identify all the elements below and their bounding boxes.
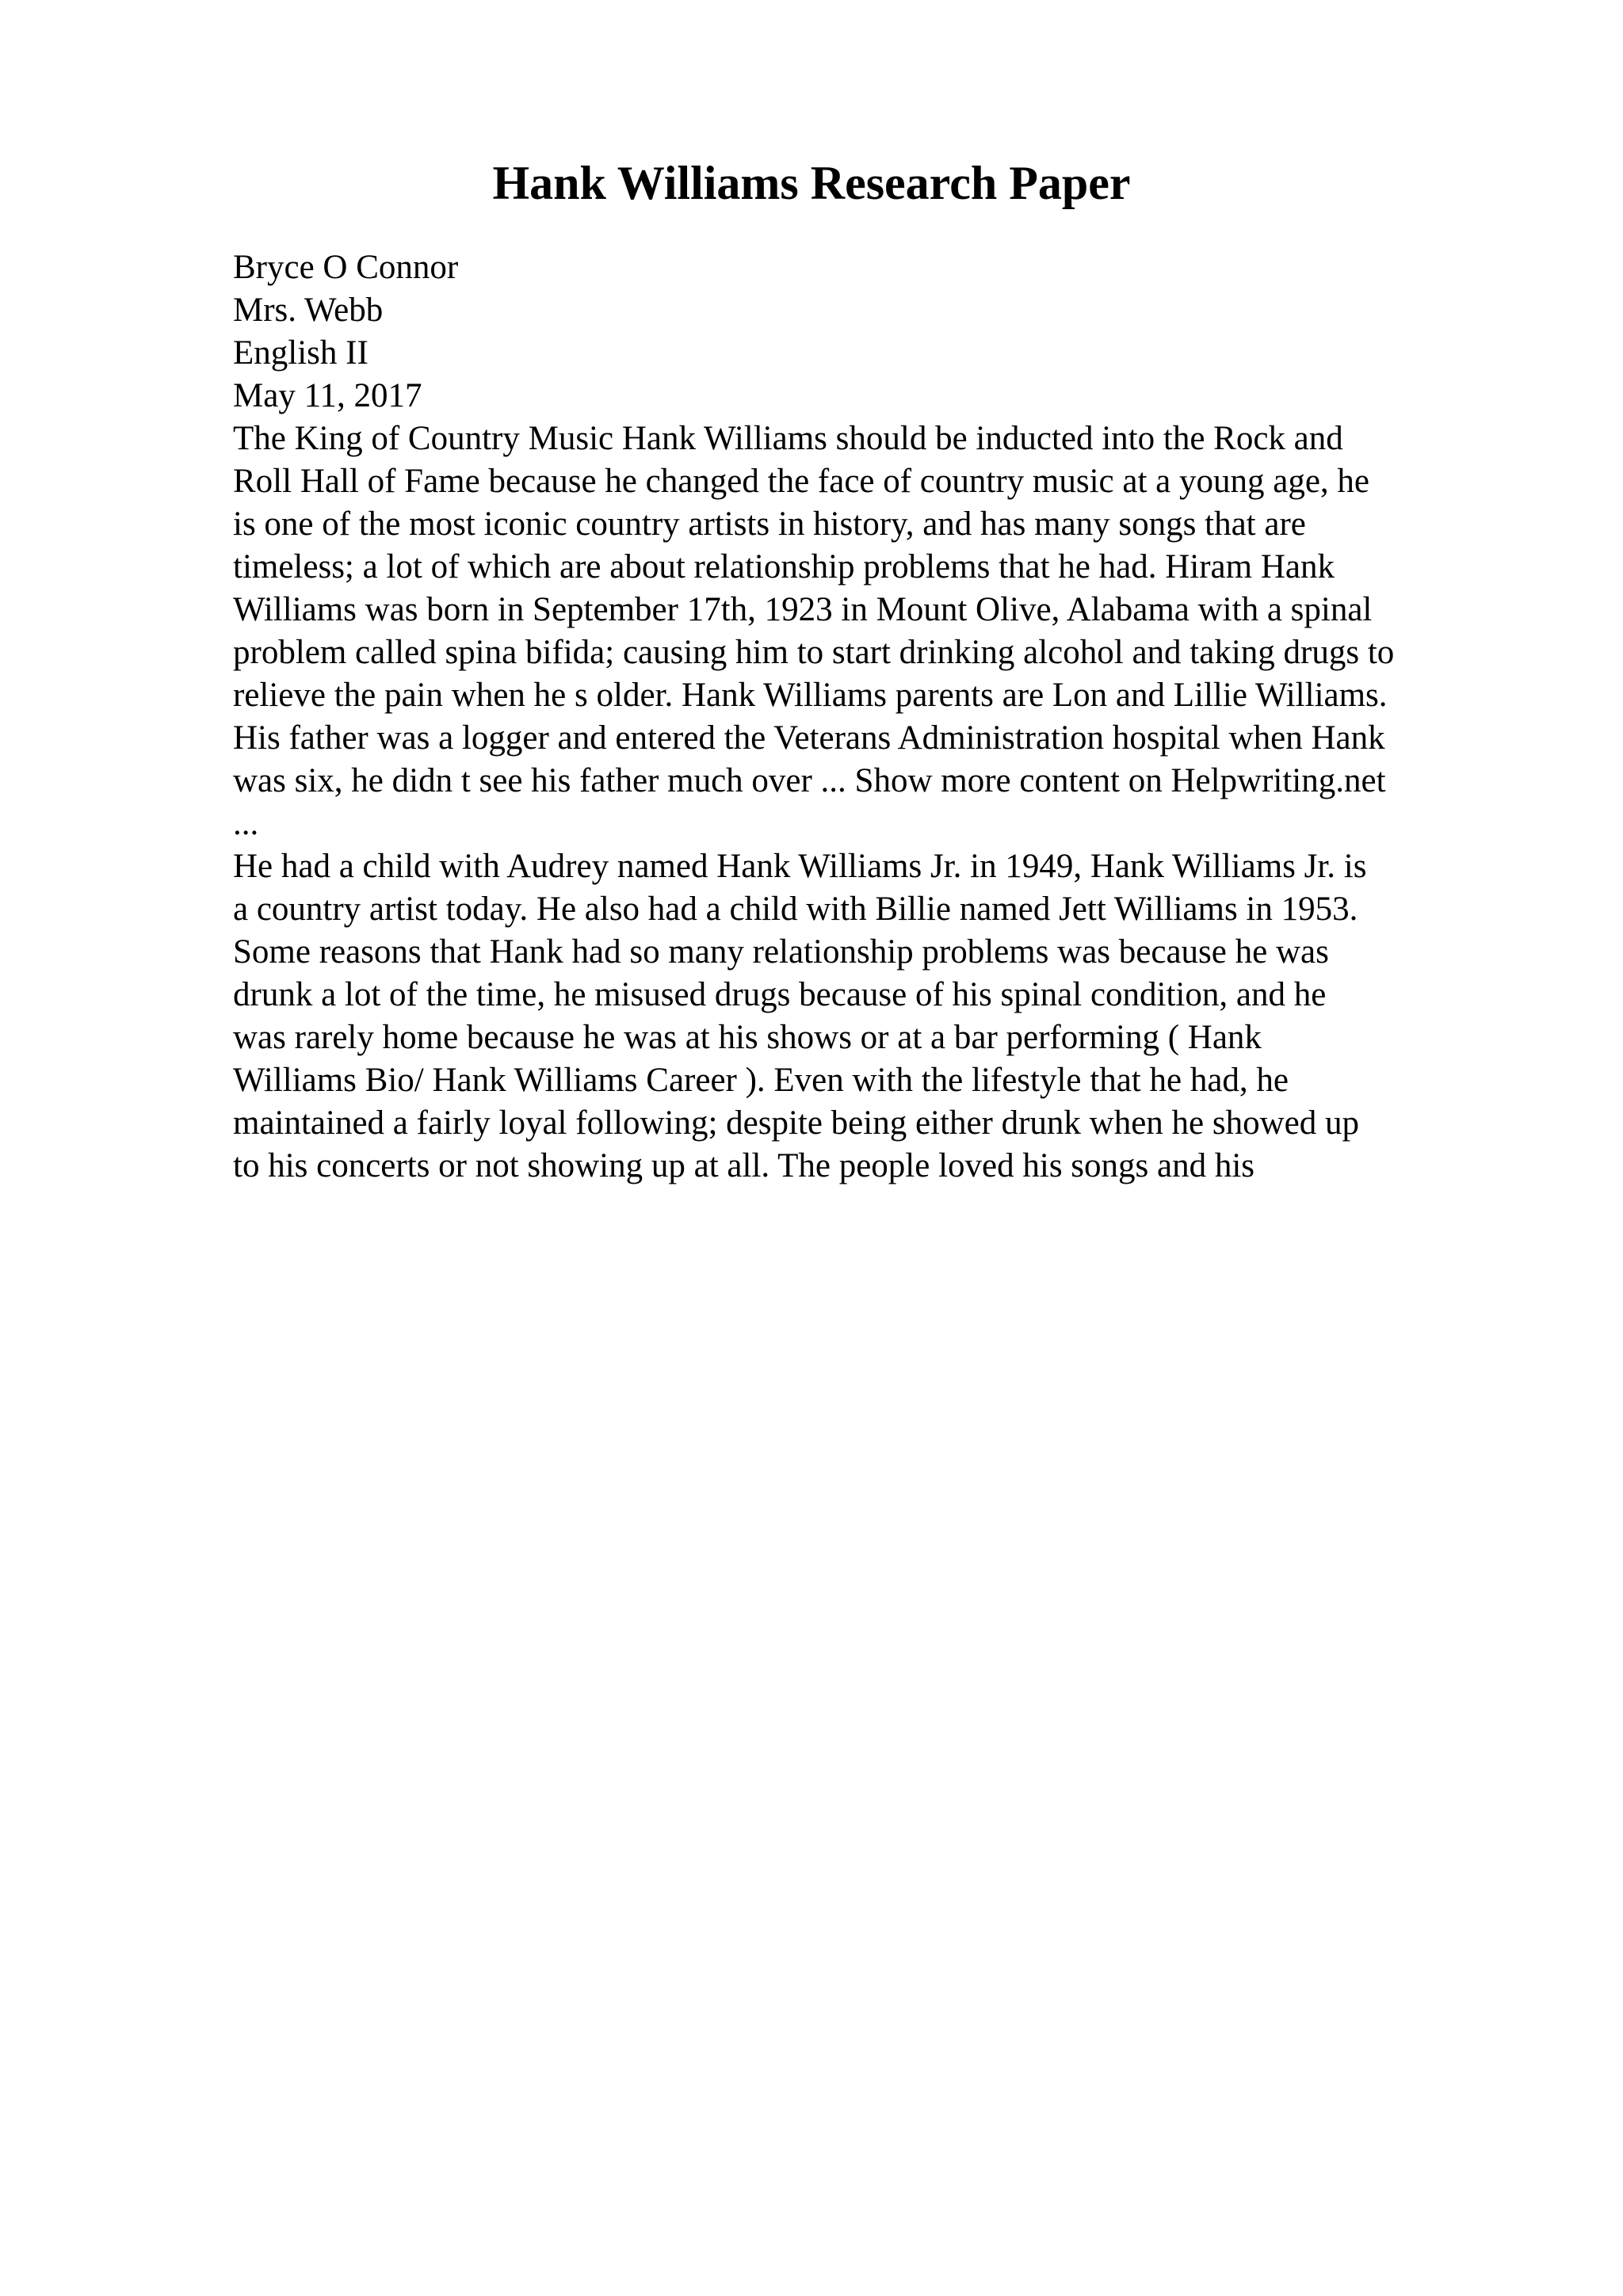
body-line: Roll Hall of Fame because he changed the face of country music at a young age, he [233, 463, 1369, 500]
body-line: problem called spina bifida; causing him to start drinking alcohol and taking drugs to [233, 634, 1395, 671]
body-line: timeless; a lot of which are about relationship problems that he had. Hiram Hank [233, 548, 1335, 585]
body-line: to his concerts or not showing up at all. The people loved his songs and his [233, 1147, 1255, 1184]
body-line: relieve the pain when he s older. Hank Williams parents are Lon and Lillie Williams. [233, 677, 1388, 714]
course-name: English II [233, 334, 369, 372]
body-line: Some reasons that Hank had so many relationship problems was because he was [233, 933, 1329, 971]
body-line: Williams was born in September 17th, 1923 in Mount Olive, Alabama with a spinal [233, 591, 1373, 628]
body-line: ... [233, 805, 259, 842]
teacher-name: Mrs. Webb [233, 292, 384, 329]
body-line: was six, he didn t see his father much over ... Show more content on Helpwriting.net [233, 762, 1386, 799]
document-date: May 11, 2017 [233, 377, 422, 414]
body-line: is one of the most iconic country artists in history, and has many songs that are [233, 505, 1306, 543]
document-body [233, 246, 1517, 1188]
body-line: Williams Bio/ Hank Williams Career ). Even with the lifestyle that he had, he [233, 1062, 1289, 1099]
body-line: maintained a fairly loyal following; despite being either drunk when he showed up [233, 1104, 1360, 1142]
body-line: was rarely home because he was at his shows or at a bar performing ( Hank [233, 1019, 1262, 1056]
body-line: His father was a logger and entered the Veterans Administration hospital when Hank [233, 719, 1385, 757]
body-line: a country artist today. He also had a child with Billie named Jett Williams in 1953. [233, 891, 1358, 928]
body-line: drunk a lot of the time, he misused drugs because of his spinal condition, and he [233, 976, 1327, 1013]
body-line: He had a child with Audrey named Hank Williams Jr. in 1949, Hank Williams Jr. is [233, 848, 1367, 885]
author-name: Bryce O Connor [233, 249, 459, 286]
body-line: The King of Country Music Hank Williams should be inducted into the Rock and [233, 420, 1343, 457]
document-title: Hank Williams Research Paper [492, 157, 1131, 209]
